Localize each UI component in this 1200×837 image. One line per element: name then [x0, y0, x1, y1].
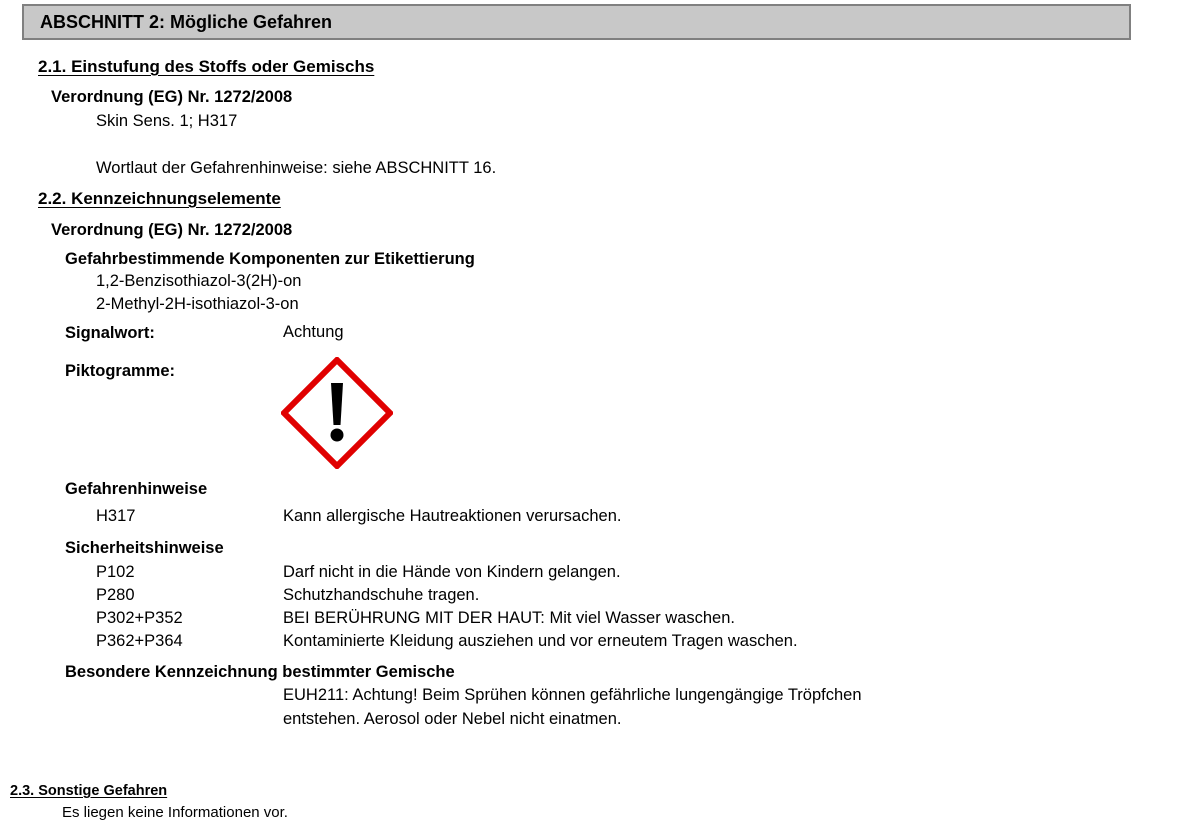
regulation-label-2-1: Verordnung (EG) Nr. 1272/2008: [51, 88, 293, 106]
precaution-text: BEI BERÜHRUNG MIT DER HAUT: Mit viel Wasser waschen.: [283, 609, 735, 627]
component-item: 2-Methyl-2H-isothiazol-3-on: [96, 295, 299, 313]
section-header-bar: [22, 4, 1131, 40]
hazard-statements-label: Gefahrenhinweise: [65, 480, 208, 498]
precautionary-statements-label: Sicherheitshinweise: [65, 539, 224, 557]
special-labelling-line: entstehen. Aerosol oder Nebel nicht einatmen.: [283, 710, 622, 728]
section-title: ABSCHNITT 2: Mögliche Gefahren: [40, 12, 333, 32]
hazard-text: Kann allergische Hautreaktionen verursachen.: [283, 507, 622, 525]
signal-word-label: Signalwort:: [65, 324, 155, 342]
heading-2-1: 2.1. Einstufung des Stoffs oder Gemischs: [38, 57, 375, 76]
heading-2-2: 2.2. Kennzeichnungselemente: [38, 189, 281, 208]
heading-2-3: 2.3. Sonstige Gefahren: [10, 783, 168, 799]
hazard-code: H317: [96, 507, 136, 525]
regulation-label-2-2: Verordnung (EG) Nr. 1272/2008: [51, 221, 293, 239]
pictograms-label: Piktogramme:: [65, 362, 176, 380]
component-item: 1,2-Benzisothiazol-3(2H)-on: [96, 272, 302, 290]
special-labelling-label: Besondere Kennzeichnung bestimmter Gemische: [65, 663, 455, 681]
precaution-code: P102: [96, 563, 135, 581]
precaution-code: P302+P352: [96, 609, 183, 627]
precaution-text: Darf nicht in die Hände von Kindern gelangen.: [283, 563, 621, 581]
wording-note: Wortlaut der Gefahrenhinweise: siehe ABSCHNITT 16.: [96, 159, 497, 177]
precaution-code: P362+P364: [96, 632, 183, 650]
signal-word-value: Achtung: [283, 323, 344, 341]
components-label: Gefahrbestimmende Komponenten zur Etikettierung: [65, 250, 475, 268]
precaution-text: Schutzhandschuhe tragen.: [283, 586, 480, 604]
other-hazards-text: Es liegen keine Informationen vor.: [62, 804, 288, 821]
classification-text: Skin Sens. 1; H317: [96, 112, 238, 130]
precaution-code: P280: [96, 586, 135, 604]
precaution-text: Kontaminierte Kleidung ausziehen und vor erneutem Tragen waschen.: [283, 632, 798, 650]
ghs07-exclamation-icon: [281, 357, 393, 469]
special-labelling-line: EUH211: Achtung! Beim Sprühen können gefährliche lungengängige Tröpfchen: [283, 686, 862, 704]
